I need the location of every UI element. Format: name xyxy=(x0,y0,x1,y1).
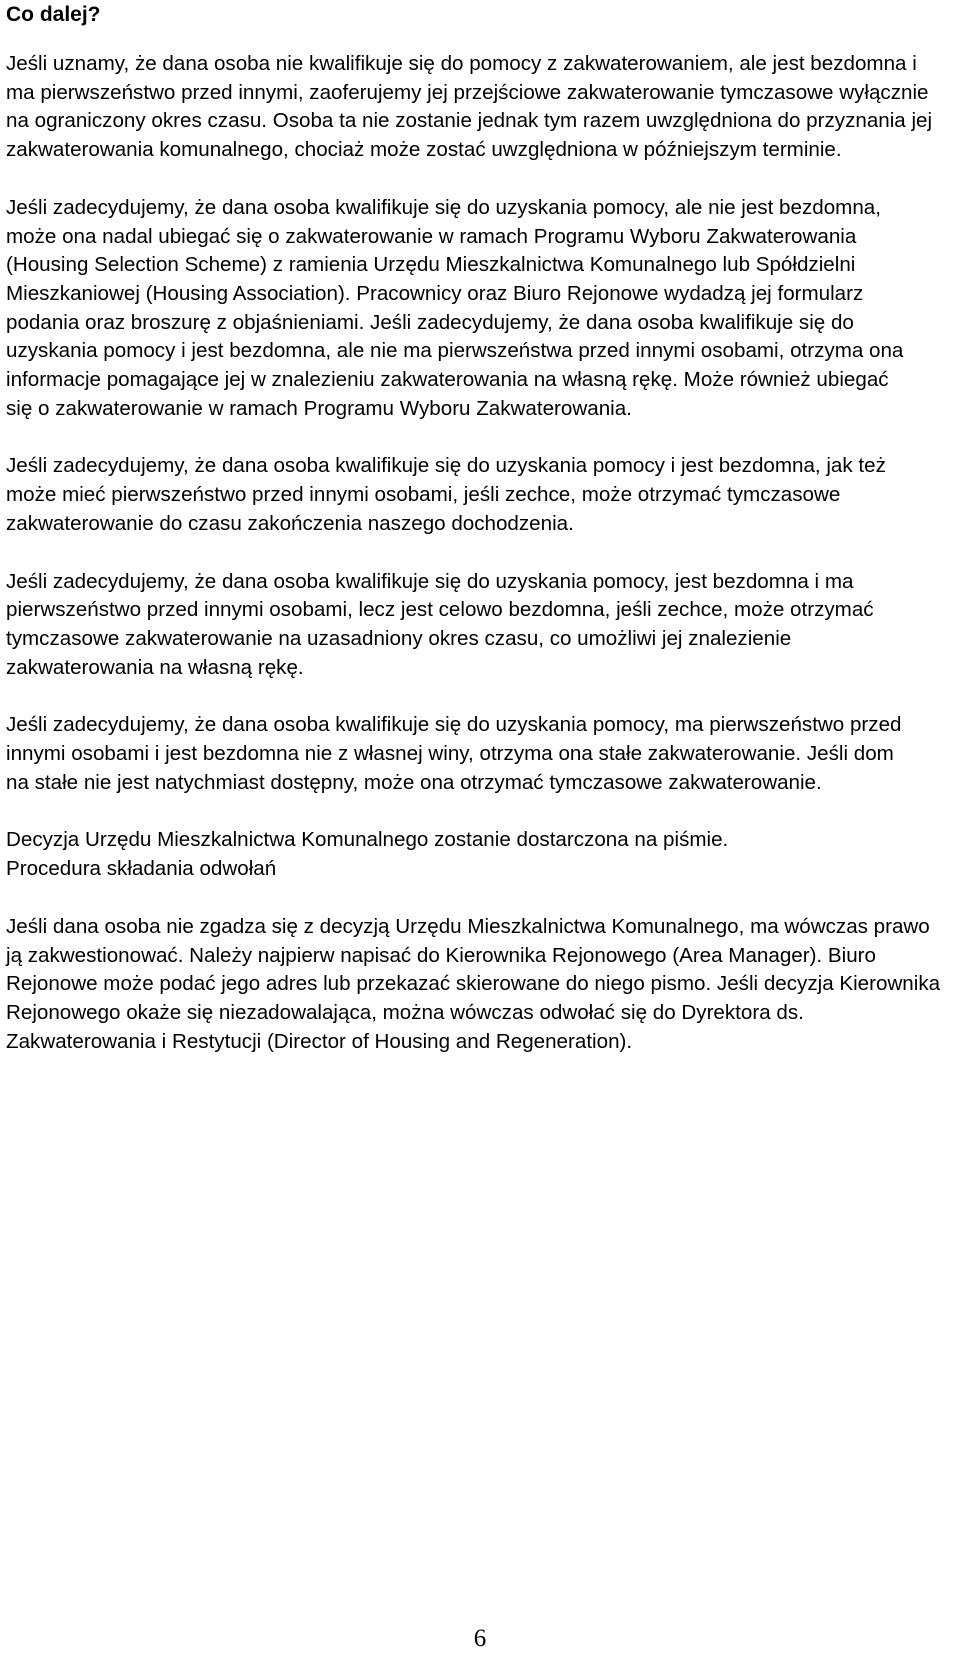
paragraph-appeals: Jeśli dana osoba nie zgadza się z decyzją Urzędu Mieszkalnictwa Komunalnego, ma wówczas prawo ją zakwestionować. Należy najpierw napisać do Kierownika Rejonowego (Area Manager). Biuro Rejonowe może podać jego adres lub przekazać skierowane do niego pismo. Jeśli decyzja Kierownika Rejonowego okaże się niezadowalająca, można wówczas odwołać się do Dyrektora ds. Zakwaterowania i Restytucji (Director of Housing and Regeneration). xyxy=(6,914,941,1053)
section-heading: Co dalej? xyxy=(6,3,101,26)
paragraph-qualifying-not-homeless: Jeśli zadecydujemy, że dana osoba kwalifikuje się do uzyskania pomocy, ale nie jest bezdomna, może ona nadal ubiegać się o zakwaterowanie w ramach Programu Wyboru Zakwaterowania (Housing Selection Scheme) z ramienia Urzędu Mieszkalnictwa Komunalnego lub Spółdzielni Mieszkaniowej (Housing Association). Pracownicy oraz Biuro Rejonowe wydadzą jej formularz podania oraz broszurę z objaśnieniami. Jeśli zadecydujemy, że dana osoba kwalifikuje się do uzyskania pomocy i jest bezdomna, ale nie ma pierwszeństwa przed innymi osobami, otrzyma ona informacje pomagające jej w znalezieniu zakwaterowania na własną rękę. Może również ubiegać się o zakwaterowanie w ramach Programu Wyboru Zakwaterowania. xyxy=(6,195,904,420)
paragraph-permanent-housing: Jeśli zadecydujemy, że dana osoba kwalifikuje się do uzyskania pomocy, ma pierwszeństwo przed innymi osobami i jest bezdomna nie z własnej winy, otrzyma ona stałe zakwaterowanie. Jeśli dom na stałe nie jest natychmiast dostępny, może ona otrzymać tymczasowe zakwaterowanie. xyxy=(6,713,902,794)
paragraph-intentionally-homeless: Jeśli zadecydujemy, że dana osoba kwalifikuje się do uzyskania pomocy, jest bezdomna i ma pierwszeństwo przed innymi osobami, lecz jest celowo bezdomna, jeśli zechce, może otrzymać tymczasowe zakwaterowanie na uzasadniony okres czasu, co umożliwi jej znalezienie zakwaterowania na własną rękę. xyxy=(6,569,874,679)
paragraph-not-qualifying: Jeśli uznamy, że dana osoba nie kwalifikuje się do pomocy z zakwaterowaniem, ale jest bezdomna i ma pierwszeństwo przed innymi, zaoferujemy jej przejściowe zakwaterowanie tymczasowe wyłącznie na ograniczony okres czasu. Osoba ta nie zostanie jednak tym razem uwzględniona do przyznania jej zakwaterowania komunalnego, chociaż może zostać uwzględniona w późniejszym terminie. xyxy=(6,52,933,162)
document-page xyxy=(6,0,958,1056)
page-number: 6 xyxy=(473,1625,487,1652)
paragraph-priority-temporary: Jeśli zadecydujemy, że dana osoba kwalifikuje się do uzyskania pomocy i jest bezdomna, jak też może mieć pierwszeństwo przed innymi osobami, jeśli zechce, może otrzymać tymczasowe zakwaterowanie do czasu zakończenia naszego dochodzenia. xyxy=(6,454,886,535)
paragraph-written-decision: Decyzja Urzędu Mieszkalnictwa Komunalnego zostanie dostarczona na piśmie. xyxy=(6,828,729,852)
appeals-heading: Procedura składania odwołań xyxy=(6,857,277,881)
